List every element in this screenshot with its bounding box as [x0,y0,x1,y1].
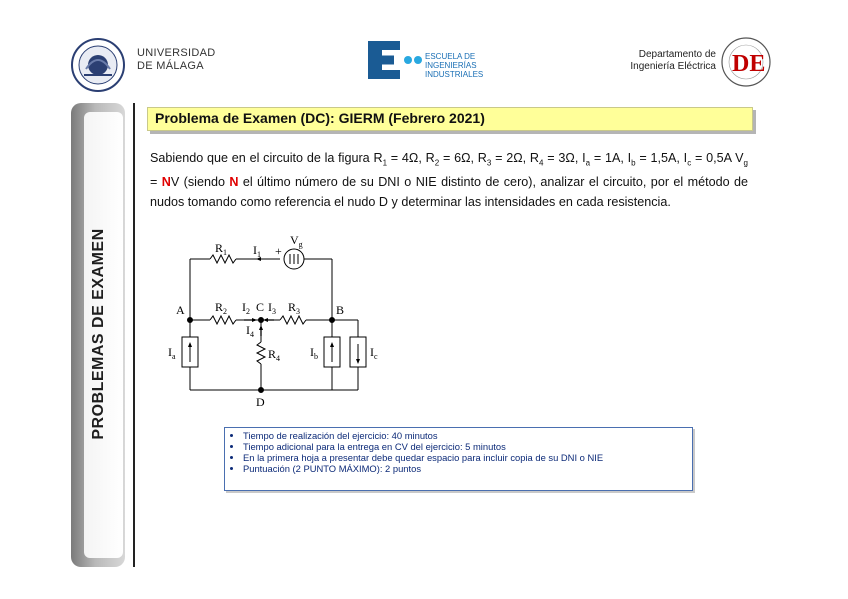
problem-statement [150,149,748,212]
label-r4: $R_4$ [268,347,281,363]
emphasis-n: N [161,175,171,190]
label-r1: $R_1$ [215,241,228,257]
list-item: • Tiempo de realización del ejercicio: 40 minutos [243,430,692,441]
statement-text: = 1A, I [590,151,632,165]
statement-text: = 6Ω, R [439,151,487,165]
list-item: • Tiempo adicional para la entrega en CV del ejercicio: 5 minutos [243,441,692,452]
school-name [425,52,483,79]
subscript: a [585,158,591,168]
label-i4: $I_4$ [246,323,254,339]
subscript: b [631,158,636,168]
label-i3: $I_3$ [268,300,276,316]
exam-notes-list [225,428,692,474]
statement-text: = 3Ω, I [543,151,586,165]
label-i2: $I_2$ [242,300,250,316]
emphasis-n: N [229,175,239,190]
list-item: • Puntuación (2 PUNTO MÁXIMO): 2 puntos [243,463,692,474]
subscript: c [687,158,692,168]
school-logo [366,40,422,80]
resistor-r4 [257,342,265,364]
arrow-head [188,342,192,347]
statement-text: Sabiendo que en el circuito de la figura R [150,151,383,165]
resistor-r3 [280,316,306,324]
arrow-head [356,359,360,364]
university-seal-logo [70,37,126,93]
exam-notes-box [224,427,693,491]
department-name-line2: Ingeniería Eléctrica [630,61,716,72]
label-r2: $R_2$ [215,300,228,316]
department-seal-letters: DE [732,51,766,77]
subscript: 1 [382,158,388,168]
label-plus: + [275,244,282,258]
label-node-c: C [256,300,265,314]
label-node-a: A [176,303,185,317]
statement-text: = 4Ω, R [387,151,435,165]
department-seal-logo [720,36,772,88]
label-ic: $I_c$ [370,345,378,361]
arrow-head [252,318,257,322]
school-name-line2: INGENIERÍAS [425,61,477,70]
list-item: • En la primera hoja a presentar debe quedar espacio para incluir copia de su DNI o NIE [243,452,692,463]
subscript: 4 [539,158,544,168]
problem-title: Problema de Examen (DC): GIERM (Febrero 2021) [155,110,485,126]
university-name-line2: DE MÁLAGA [137,60,204,72]
school-name-line1: ESCUELA DE [425,52,476,61]
school-name-line3: INDUSTRIALES [425,70,484,79]
department-name-line1: Departamento de [638,49,716,60]
label-node-b: B [336,303,345,317]
statement-text: = 2Ω, R [491,151,540,165]
statement-text: = 1,5A, I [635,151,688,165]
side-tab-label-text: PROBLEMAS DE EXAMEN [90,228,107,440]
arrow-head [330,342,334,347]
label-node-d: D [256,395,265,409]
node-d-dot [259,388,264,393]
statement-text: V (siendo [170,175,230,190]
department-name [622,49,716,73]
statement-text: el último número de su DNI o NIE distinto de cero), analizar el circuito, por el método de nudos tomando como referencia el nudo D y determinar las intensidades en cada resistencia. [150,175,749,209]
statement-text: = 0,5A V [691,151,744,165]
circuit-diagram [160,232,390,410]
label-vg: $V_g$ [290,233,303,249]
university-name [137,47,215,73]
label-ib: $I_b$ [310,345,318,361]
label-r3: $R_3$ [288,300,301,316]
vertical-divider [133,103,135,567]
subscript: g [743,158,748,168]
label-ia: $I_a$ [168,345,176,361]
resistor-r2 [210,316,236,324]
arrow-head [259,325,263,330]
label-i1: $I_1$ [253,243,261,259]
university-name-line1: UNIVERSIDAD [137,47,216,59]
subscript: 3 [486,158,492,168]
subscript: 2 [434,158,440,168]
statement-text: = [150,175,162,190]
